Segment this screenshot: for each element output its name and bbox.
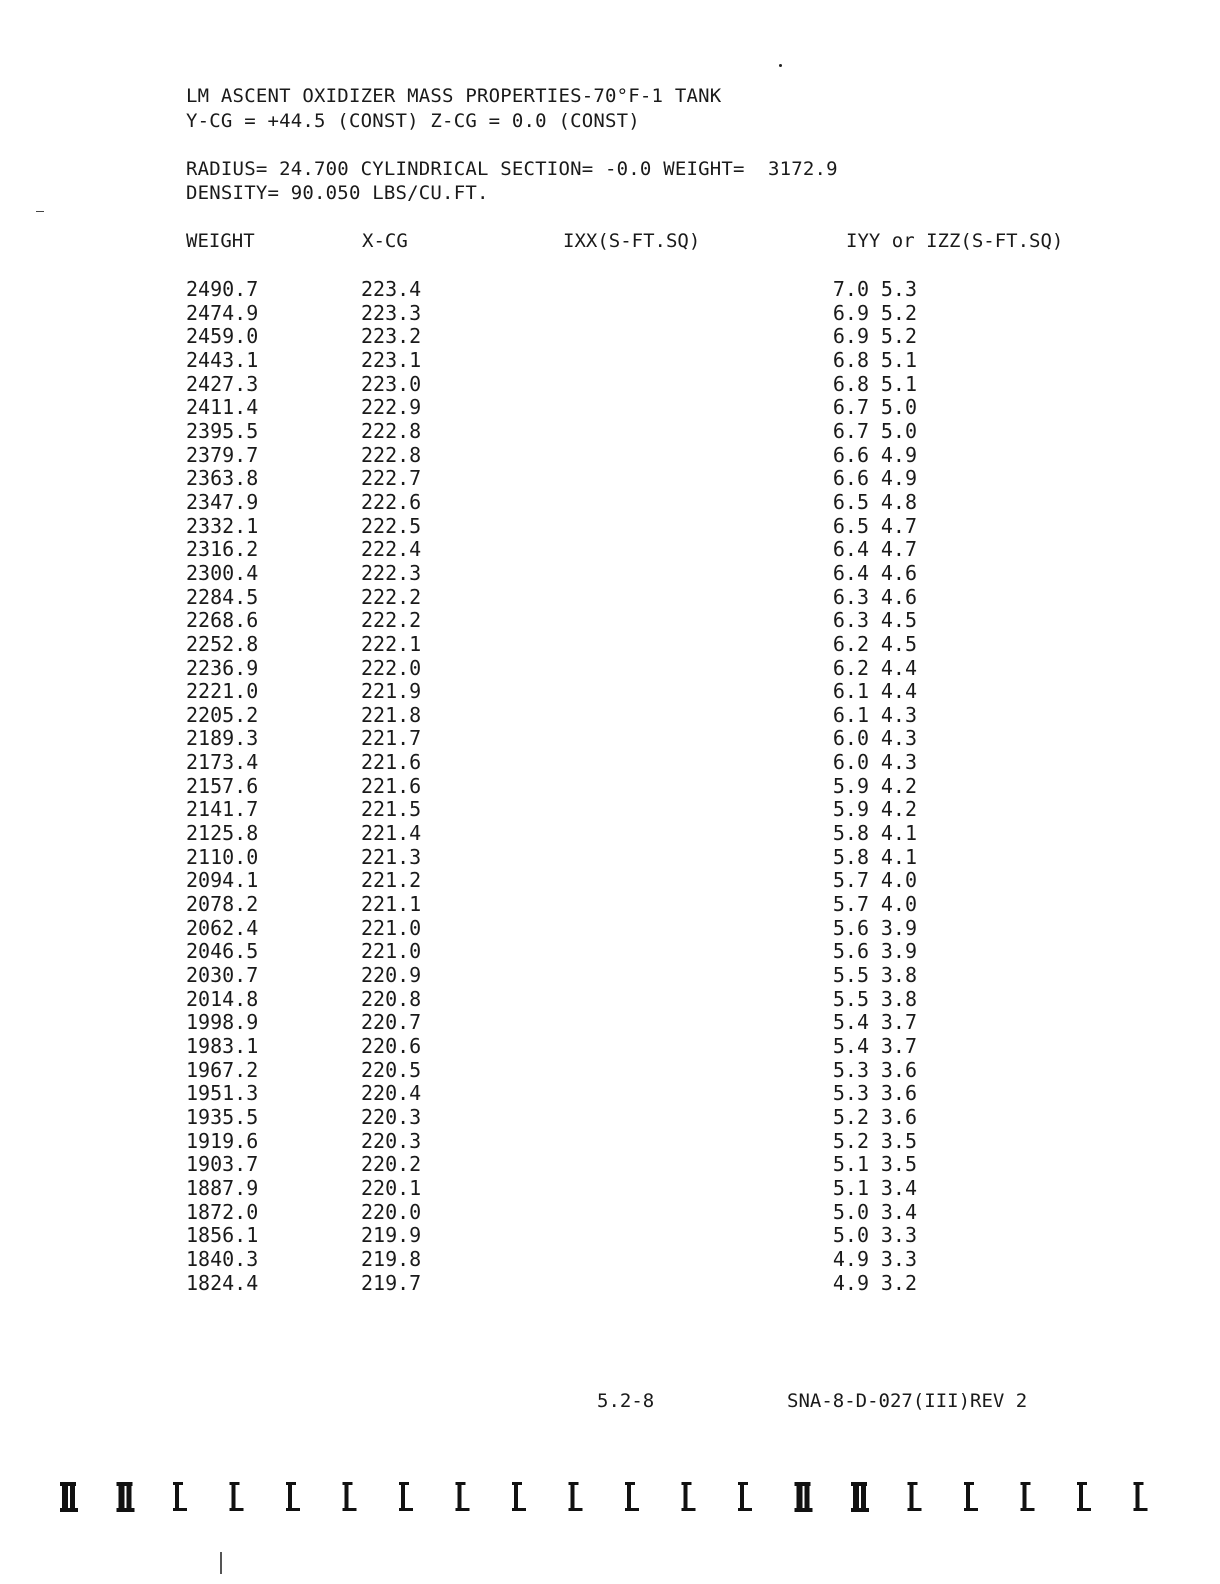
page-number: 5.2-8 — [597, 1390, 655, 1412]
artifact-mark — [343, 1482, 357, 1511]
cell-iyy: 4.7 — [880, 513, 917, 538]
table-row — [186, 822, 917, 846]
cell-xcg: 220.4 — [361, 1081, 422, 1106]
artifact-mark — [1021, 1482, 1035, 1511]
cell-weight: 2094.1 — [186, 868, 259, 893]
cell-xcg: 219.8 — [361, 1246, 422, 1271]
cell-iyy: 4.8 — [880, 489, 917, 514]
cell-xcg: 223.4 — [361, 277, 422, 301]
cell-weight: 2490.7 — [186, 277, 259, 301]
table-row — [186, 940, 917, 964]
cell-xcg: 223.0 — [361, 371, 422, 396]
artifact-mark — [399, 1482, 413, 1511]
cell-iyy: 3.4 — [880, 1199, 917, 1224]
cell-weight: 1919.6 — [186, 1128, 259, 1153]
cell-weight: 2110.0 — [186, 844, 259, 869]
cell-ixx: 5.6 — [832, 915, 869, 940]
cell-xcg: 220.2 — [361, 1152, 422, 1177]
cell-ixx: 6.4 — [832, 560, 869, 585]
cell-ixx: 5.6 — [832, 939, 869, 964]
table-row — [186, 869, 917, 893]
cell-xcg: 222.9 — [361, 395, 422, 420]
cell-iyy: 3.7 — [880, 1034, 917, 1058]
cell-xcg: 222.2 — [361, 584, 422, 609]
cell-weight: 1951.3 — [186, 1081, 259, 1106]
doc-cg-constants: Y-CG = +44.5 (CONST) Z-CG = 0.0 (CONST) — [186, 110, 640, 132]
cell-ixx: 6.0 — [832, 726, 869, 751]
artifact-mark — [230, 1482, 244, 1511]
table-row — [186, 1248, 917, 1272]
table-row — [186, 467, 917, 491]
table-row — [186, 444, 917, 468]
table-row — [186, 420, 917, 444]
cell-xcg: 223.1 — [361, 347, 422, 372]
cell-iyy: 4.9 — [880, 466, 917, 491]
cell-iyy: 4.7 — [880, 537, 917, 562]
cell-ixx: 5.9 — [832, 797, 869, 822]
cell-xcg: 219.7 — [361, 1270, 422, 1295]
cell-weight: 1967.2 — [186, 1057, 259, 1082]
cell-xcg: 221.1 — [361, 892, 422, 917]
cell-weight: 2141.7 — [186, 797, 259, 822]
document-id: SNA-8-D-027(III)REV 2 — [787, 1390, 1028, 1412]
cell-weight: 2252.8 — [186, 631, 259, 656]
table-row — [186, 846, 917, 870]
cell-weight: 1903.7 — [186, 1152, 259, 1177]
cell-iyy: 5.3 — [880, 277, 917, 301]
table-row — [186, 302, 917, 326]
cell-ixx: 5.8 — [832, 821, 869, 846]
cell-ixx: 6.8 — [832, 347, 869, 372]
cell-iyy: 3.7 — [880, 1010, 917, 1035]
cell-ixx: 5.2 — [832, 1128, 869, 1153]
table-row — [186, 349, 917, 373]
cell-xcg: 221.0 — [361, 939, 422, 964]
cell-xcg: 220.8 — [361, 986, 422, 1011]
cell-ixx: 5.5 — [832, 963, 869, 988]
cell-weight: 2459.0 — [186, 324, 259, 349]
cell-iyy: 3.8 — [880, 986, 917, 1011]
table-row — [186, 586, 917, 610]
table-row — [186, 1082, 917, 1106]
cell-iyy: 4.2 — [880, 773, 917, 798]
scan-artifact-bar — [220, 1552, 222, 1574]
cell-xcg: 220.0 — [361, 1199, 422, 1224]
cell-ixx: 5.4 — [832, 1010, 869, 1035]
margin-tick — [36, 211, 44, 212]
cell-xcg: 222.8 — [361, 442, 422, 467]
table-row — [186, 1011, 917, 1035]
cell-ixx: 5.2 — [832, 1104, 869, 1129]
cell-xcg: 221.6 — [361, 750, 422, 775]
table-row — [186, 917, 917, 941]
column-header-weight: WEIGHT — [186, 230, 255, 252]
cell-iyy: 4.0 — [880, 892, 917, 917]
cell-iyy: 4.3 — [880, 702, 917, 727]
cell-xcg: 221.9 — [361, 679, 422, 704]
cell-ixx: 5.5 — [832, 986, 869, 1011]
stray-dot — [779, 64, 782, 67]
cell-weight: 2443.1 — [186, 347, 259, 372]
cell-iyy: 4.0 — [880, 868, 917, 893]
cell-ixx: 4.9 — [832, 1246, 869, 1271]
cell-ixx: 6.3 — [832, 608, 869, 633]
cell-xcg: 221.8 — [361, 702, 422, 727]
doc-density-line: DENSITY= 90.050 LBS/CU.FT. — [186, 182, 489, 204]
cell-iyy: 5.1 — [880, 371, 917, 396]
cell-weight: 1998.9 — [186, 1010, 259, 1035]
cell-weight: 2157.6 — [186, 773, 259, 798]
cell-weight: 1840.3 — [186, 1246, 259, 1271]
mass-properties-table — [186, 278, 917, 1295]
artifact-mark — [512, 1482, 526, 1511]
cell-xcg: 221.6 — [361, 773, 422, 798]
cell-xcg: 220.1 — [361, 1175, 422, 1200]
cell-iyy: 3.6 — [880, 1081, 917, 1106]
cell-xcg: 219.9 — [361, 1223, 422, 1248]
cell-ixx: 6.7 — [832, 418, 869, 443]
cell-weight: 2046.5 — [186, 939, 259, 964]
cell-iyy: 3.6 — [880, 1057, 917, 1082]
cell-xcg: 220.3 — [361, 1128, 422, 1153]
cell-ixx: 6.2 — [832, 631, 869, 656]
table-row — [186, 633, 917, 657]
artifact-mark — [908, 1482, 922, 1511]
table-row — [186, 893, 917, 917]
cell-xcg: 223.3 — [361, 300, 422, 325]
cell-weight: 1824.4 — [186, 1270, 259, 1295]
cell-iyy: 5.1 — [880, 347, 917, 372]
cell-weight: 1856.1 — [186, 1223, 259, 1248]
cell-iyy: 4.1 — [880, 821, 917, 846]
cell-ixx: 5.4 — [832, 1034, 869, 1058]
cell-ixx: 5.7 — [832, 892, 869, 917]
artifact-mark — [851, 1482, 869, 1512]
table-row — [186, 680, 917, 704]
cell-xcg: 220.3 — [361, 1104, 422, 1129]
cell-iyy: 3.8 — [880, 963, 917, 988]
cell-iyy: 3.4 — [880, 1175, 917, 1200]
cell-weight: 2427.3 — [186, 371, 259, 396]
cell-iyy: 5.2 — [880, 300, 917, 325]
cell-weight: 1887.9 — [186, 1175, 259, 1200]
cell-iyy: 4.5 — [880, 608, 917, 633]
table-row — [186, 396, 917, 420]
cell-weight: 2173.4 — [186, 750, 259, 775]
cell-weight: 2347.9 — [186, 489, 259, 514]
cell-iyy: 4.9 — [880, 442, 917, 467]
table-row — [186, 1153, 917, 1177]
table-row — [186, 1035, 917, 1059]
cell-ixx: 6.9 — [832, 324, 869, 349]
cell-ixx: 5.1 — [832, 1175, 869, 1200]
artifact-mark — [964, 1482, 978, 1511]
cell-ixx: 6.1 — [832, 702, 869, 727]
cell-ixx: 6.5 — [832, 513, 869, 538]
table-row — [186, 1177, 917, 1201]
cell-weight: 1983.1 — [186, 1034, 259, 1058]
artifact-mark — [117, 1482, 135, 1512]
cell-iyy: 3.5 — [880, 1152, 917, 1177]
table-row — [186, 491, 917, 515]
cell-xcg: 222.1 — [361, 631, 422, 656]
cell-xcg: 222.8 — [361, 418, 422, 443]
cell-weight: 2363.8 — [186, 466, 259, 491]
cell-ixx: 5.3 — [832, 1057, 869, 1082]
cell-xcg: 223.2 — [361, 324, 422, 349]
cell-weight: 2014.8 — [186, 986, 259, 1011]
scan-artifact-marks — [40, 1478, 1180, 1518]
table-row — [186, 727, 917, 751]
cell-iyy: 3.6 — [880, 1104, 917, 1129]
cell-weight: 2205.2 — [186, 702, 259, 727]
cell-xcg: 222.5 — [361, 513, 422, 538]
artifact-mark — [625, 1482, 639, 1511]
artifact-mark — [286, 1482, 300, 1511]
cell-ixx: 5.0 — [832, 1199, 869, 1224]
table-row — [186, 278, 917, 302]
cell-xcg: 222.4 — [361, 537, 422, 562]
cell-ixx: 6.7 — [832, 395, 869, 420]
cell-iyy: 5.2 — [880, 324, 917, 349]
cell-weight: 2316.2 — [186, 537, 259, 562]
cell-weight: 2300.4 — [186, 560, 259, 585]
cell-weight: 2236.9 — [186, 655, 259, 680]
cell-weight: 2268.6 — [186, 608, 259, 633]
cell-ixx: 5.1 — [832, 1152, 869, 1177]
cell-ixx: 5.0 — [832, 1223, 869, 1248]
cell-xcg: 221.4 — [361, 821, 422, 846]
cell-xcg: 222.7 — [361, 466, 422, 491]
cell-xcg: 220.5 — [361, 1057, 422, 1082]
cell-xcg: 221.7 — [361, 726, 422, 751]
artifact-mark — [1077, 1482, 1091, 1511]
cell-xcg: 221.3 — [361, 844, 422, 869]
cell-xcg: 221.2 — [361, 868, 422, 893]
cell-ixx: 6.3 — [832, 584, 869, 609]
table-row — [186, 325, 917, 349]
cell-iyy: 4.4 — [880, 679, 917, 704]
cell-iyy: 4.5 — [880, 631, 917, 656]
cell-xcg: 221.0 — [361, 915, 422, 940]
cell-iyy: 3.3 — [880, 1246, 917, 1271]
cell-iyy: 4.4 — [880, 655, 917, 680]
table-row — [186, 373, 917, 397]
cell-ixx: 6.1 — [832, 679, 869, 704]
table-row — [186, 798, 917, 822]
table-row — [186, 562, 917, 586]
cell-iyy: 3.3 — [880, 1223, 917, 1248]
cell-ixx: 4.9 — [832, 1270, 869, 1295]
cell-iyy: 4.3 — [880, 750, 917, 775]
doc-title: LM ASCENT OXIDIZER MASS PROPERTIES-70°F-1 TANK — [186, 85, 722, 107]
table-row — [186, 1201, 917, 1225]
column-header-xcg: X-CG — [362, 230, 408, 252]
cell-iyy: 5.0 — [880, 418, 917, 443]
artifact-mark — [456, 1482, 470, 1511]
cell-weight: 2221.0 — [186, 679, 259, 704]
cell-weight: 2379.7 — [186, 442, 259, 467]
cell-iyy: 4.3 — [880, 726, 917, 751]
cell-iyy: 4.6 — [880, 584, 917, 609]
artifact-mark — [795, 1482, 813, 1512]
cell-ixx: 6.6 — [832, 442, 869, 467]
cell-iyy: 4.2 — [880, 797, 917, 822]
cell-ixx: 5.3 — [832, 1081, 869, 1106]
table-row — [186, 657, 917, 681]
cell-xcg: 220.7 — [361, 1010, 422, 1035]
cell-ixx: 6.4 — [832, 537, 869, 562]
table-row — [186, 1130, 917, 1154]
cell-weight: 2189.3 — [186, 726, 259, 751]
table-row — [186, 1059, 917, 1083]
table-row — [186, 515, 917, 539]
table-row — [186, 609, 917, 633]
cell-ixx: 6.9 — [832, 300, 869, 325]
cell-weight: 2078.2 — [186, 892, 259, 917]
artifact-mark — [1134, 1482, 1148, 1511]
table-body — [186, 278, 917, 1295]
table-row — [186, 704, 917, 728]
artifact-mark — [682, 1482, 696, 1511]
artifact-mark — [60, 1482, 78, 1512]
table-row — [186, 775, 917, 799]
cell-weight: 2030.7 — [186, 963, 259, 988]
cell-xcg: 221.5 — [361, 797, 422, 822]
column-header-iyy: IYY or IZZ(S-FT.SQ) — [846, 230, 1064, 252]
cell-iyy: 3.5 — [880, 1128, 917, 1153]
artifact-mark — [738, 1482, 752, 1511]
cell-ixx: 5.8 — [832, 844, 869, 869]
cell-xcg: 222.6 — [361, 489, 422, 514]
table-row — [186, 1224, 917, 1248]
cell-weight: 2395.5 — [186, 418, 259, 443]
cell-weight: 2474.9 — [186, 300, 259, 325]
cell-ixx: 6.5 — [832, 489, 869, 514]
cell-ixx: 6.2 — [832, 655, 869, 680]
table-row — [186, 964, 917, 988]
cell-iyy: 3.9 — [880, 939, 917, 964]
artifact-mark — [569, 1482, 583, 1511]
doc-radius-line: RADIUS= 24.700 CYLINDRICAL SECTION= -0.0 WEIGHT= 3172.9 — [186, 158, 838, 180]
cell-xcg: 222.3 — [361, 560, 422, 585]
table-row — [186, 538, 917, 562]
cell-weight: 2284.5 — [186, 584, 259, 609]
cell-ixx: 6.0 — [832, 750, 869, 775]
cell-iyy: 3.2 — [880, 1270, 917, 1295]
cell-xcg: 220.9 — [361, 963, 422, 988]
cell-ixx: 7.0 — [832, 277, 869, 301]
table-row — [186, 751, 917, 775]
cell-xcg: 220.6 — [361, 1034, 422, 1058]
cell-xcg: 222.0 — [361, 655, 422, 680]
table-row — [186, 1106, 917, 1130]
table-row — [186, 988, 917, 1012]
cell-iyy: 5.0 — [880, 395, 917, 420]
cell-ixx: 5.9 — [832, 773, 869, 798]
cell-iyy: 4.6 — [880, 560, 917, 585]
artifact-mark — [173, 1482, 187, 1511]
cell-ixx: 5.7 — [832, 868, 869, 893]
cell-weight: 2411.4 — [186, 395, 259, 420]
cell-weight: 2125.8 — [186, 821, 259, 846]
cell-weight: 1935.5 — [186, 1104, 259, 1129]
cell-iyy: 4.1 — [880, 844, 917, 869]
cell-weight: 1872.0 — [186, 1199, 259, 1224]
cell-iyy: 3.9 — [880, 915, 917, 940]
cell-weight: 2332.1 — [186, 513, 259, 538]
table-row — [186, 1272, 917, 1296]
cell-ixx: 6.8 — [832, 371, 869, 396]
cell-ixx: 6.6 — [832, 466, 869, 491]
cell-weight: 2062.4 — [186, 915, 259, 940]
cell-xcg: 222.2 — [361, 608, 422, 633]
column-header-ixx: IXX(S-FT.SQ) — [563, 230, 701, 252]
